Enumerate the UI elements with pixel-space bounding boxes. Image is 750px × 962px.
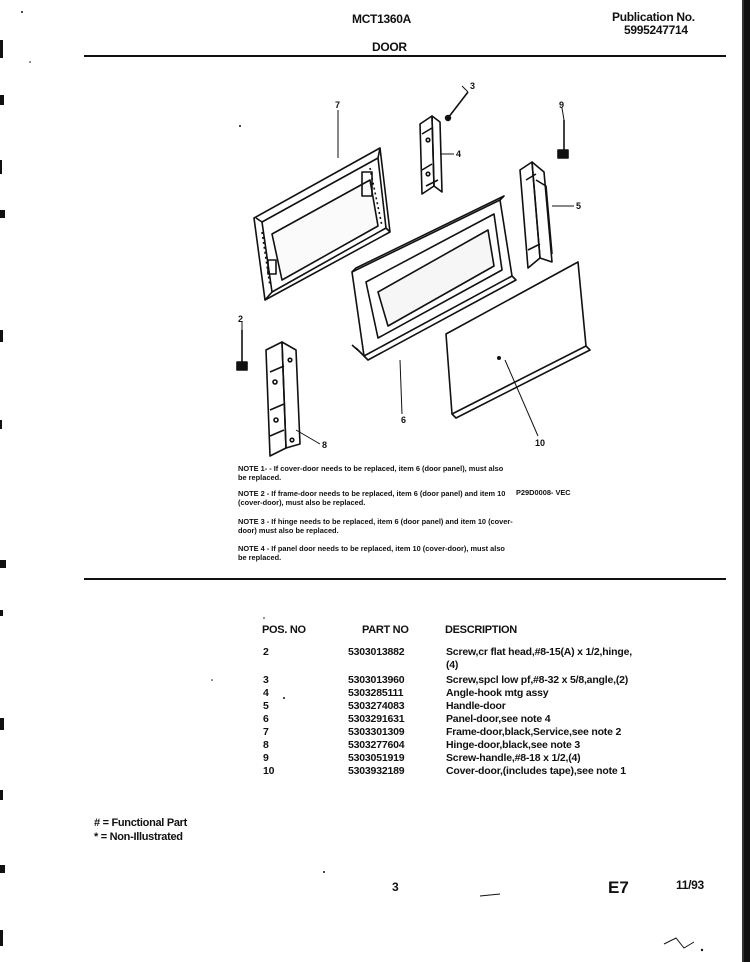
row-description: Cover-door,(includes tape),see note 1	[446, 765, 626, 777]
page-number: 3	[392, 880, 399, 894]
row-description: Frame-door,black,Service,see note 2	[446, 726, 622, 738]
revision-date: 11/93	[676, 878, 704, 892]
row-pos: 2	[263, 646, 269, 658]
section-title: DOOR	[372, 40, 407, 54]
row-description-cont: (4)	[446, 659, 459, 671]
model-number: MCT1360A	[352, 12, 411, 26]
publication-number: 5995247714	[624, 23, 688, 37]
row-description: Handle-door	[446, 700, 506, 712]
callout-9: 9	[559, 100, 565, 110]
note-3: NOTE 3 - If hinge needs to be replaced, item 6 (door panel) and item 10 (cover-door) must also be replaced.	[238, 517, 513, 535]
row-part-no: 5303274083	[348, 700, 405, 712]
row-description: Screw-handle,#8-18 x 1/2,(4)	[446, 752, 581, 764]
publication-label: Publication No.	[612, 10, 695, 24]
callout-2: 2	[238, 314, 244, 324]
section-code: E7	[608, 878, 629, 897]
row-pos: 4	[263, 687, 269, 699]
note-1: NOTE 1- - If cover-door needs to be replaced, item 6 (door panel), must also be replaced.	[238, 464, 504, 482]
row-description: Hinge-door,black,see note 3	[446, 739, 581, 751]
drawing-code: P29D0008- VEC	[516, 488, 571, 497]
note-4: NOTE 4 - If panel door needs to be replaced, item 10 (cover-door), must also be replaced.	[238, 544, 505, 562]
row-description: Screw,cr flat head,#8-15(A) x 1/2,hinge,	[446, 646, 632, 658]
header-description: DESCRIPTION	[445, 624, 517, 636]
row-pos: 9	[263, 752, 269, 764]
callout-7: 7	[335, 100, 341, 110]
row-part-no: 5303051919	[348, 752, 405, 764]
row-part-no: 5303013882	[348, 646, 405, 658]
callout-10: 10	[535, 438, 546, 448]
row-description: Panel-door,see note 4	[446, 713, 551, 725]
row-description: Angle-hook mtg assy	[446, 687, 549, 699]
callout-6: 6	[401, 415, 407, 425]
row-part-no: 5303932189	[348, 765, 405, 777]
row-pos: 10	[263, 765, 275, 777]
row-part-no: 5303013960	[348, 674, 405, 686]
callout-4: 4	[456, 149, 462, 159]
row-pos: 8	[263, 739, 269, 751]
row-pos: 6	[263, 713, 269, 725]
header-pos-no: POS. NO	[262, 624, 306, 636]
row-description: Screw,spcl low pf,#8-32 x 5/8,angle,(2)	[446, 674, 629, 686]
row-pos: 7	[263, 726, 269, 738]
row-part-no: 5303291631	[348, 713, 405, 725]
legend-non-illustrated: * = Non-Illustrated	[94, 831, 183, 843]
callout-5: 5	[576, 201, 582, 211]
note-2: NOTE 2 - If frame-door needs to be replaced, item 6 (door panel) and item 10 (cover-door), must also be replaced.	[238, 489, 506, 507]
callout-8: 8	[322, 440, 328, 450]
row-pos: 3	[263, 674, 269, 686]
row-part-no: 5303277604	[348, 739, 405, 751]
legend-functional-part: # = Functional Part	[94, 817, 188, 829]
row-part-no: 5303301309	[348, 726, 405, 738]
row-pos: 5	[263, 700, 269, 712]
header-part-no: PART NO	[362, 624, 409, 636]
row-part-no: 5303285111	[348, 687, 404, 699]
callout-3: 3	[470, 81, 476, 91]
